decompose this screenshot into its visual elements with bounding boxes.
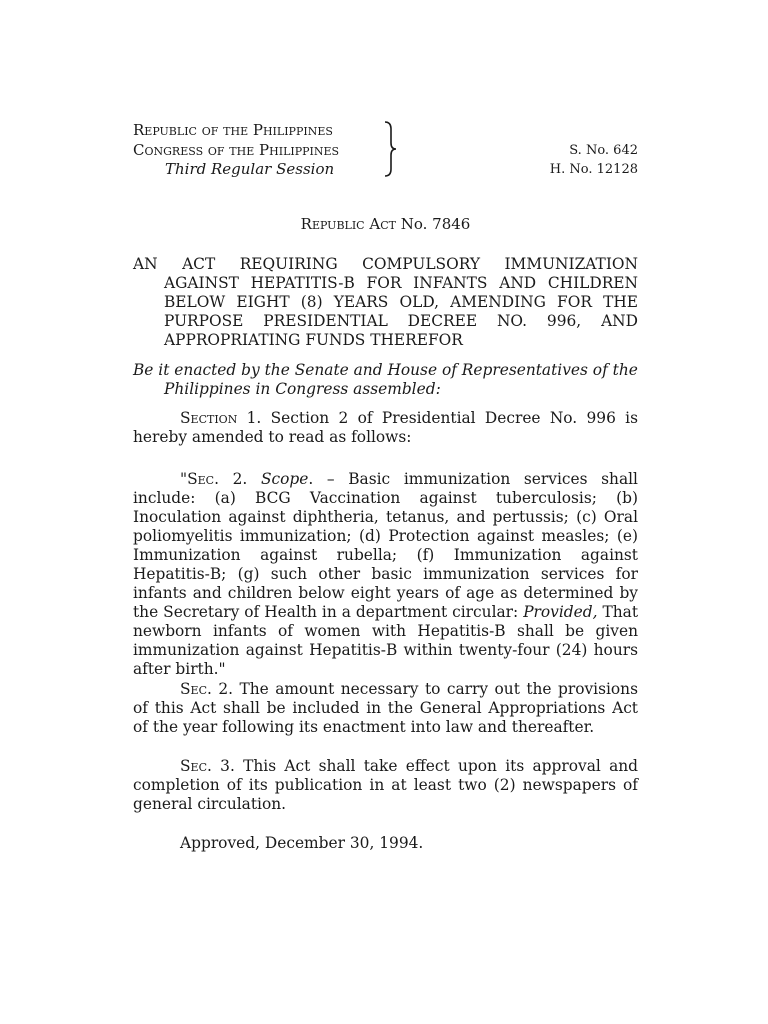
senate-bill-number: S. No. 642	[569, 143, 638, 158]
section-3: Sec. 3. This Act shall take effect upon its approval and completion of its publication in at least two (2) newspapers of general circulation.	[133, 757, 639, 813]
provided-term: Provided,	[523, 603, 598, 621]
scope-heading: Scope	[260, 470, 309, 488]
act-title: AN ACT REQUIRING COMPULSORY IMMUNIZATION AGAINST HEPATITIS-B FOR INFANTS AND CHILDREN BELOW EIGHT (8) YEARS OLD, AMENDING FOR THE PURPOSE PRESIDENTIAL DECREE NO. 996, AND APPROPRIATING FUNDS THEREFOR	[133, 255, 638, 349]
section-1: Section 1. Section 2 of Presidential Decree No. 996 is hereby amended to read as follows:	[133, 409, 639, 446]
right-brace-icon	[383, 121, 397, 177]
congress-line: Congress of the Philippines	[133, 140, 340, 159]
approval-date: Approved, December 30, 1994.	[180, 834, 424, 852]
house-bill-number: H. No. 12128	[549, 162, 638, 177]
republic-act-number: Republic Act No. 7846	[300, 215, 471, 233]
session-line: Third Regular Session	[165, 160, 335, 178]
amended-section-2-scope: "Sec. 2. Scope. – Basic immunization services shall include: (a) BCG Vaccination against tuberculosis; (b) Inoculation against diphtheria, tetanus, and pertussis; (c) Oral poliomyelitis immunization; (d) Protection against measles; (e) Immunization against rubella; (f) Immunization against Hepatitis-B; (g) such other basic immunization services for infants and children below eight years of age as determined by the Secretary of Health in a department circular: Provided, That newborn infants of women with Hepatitis-B shall be given immunization against Hepatitis-B within twenty-four (24) hours after birth."	[133, 470, 639, 678]
bill-numbers	[550, 141, 638, 179]
section-2: Sec. 2. The amount necessary to carry out the provisions of this Act shall be included in the General Appropriations Act of the year following its enactment into law and thereafter.	[133, 680, 638, 736]
republic-line: Republic of the Philippines	[133, 121, 333, 139]
document-header	[133, 121, 638, 181]
enacting-clause: Be it enacted by the Senate and House of Representatives of the Philippines in Congress assembled:	[133, 361, 638, 398]
header-left-block	[133, 121, 339, 180]
